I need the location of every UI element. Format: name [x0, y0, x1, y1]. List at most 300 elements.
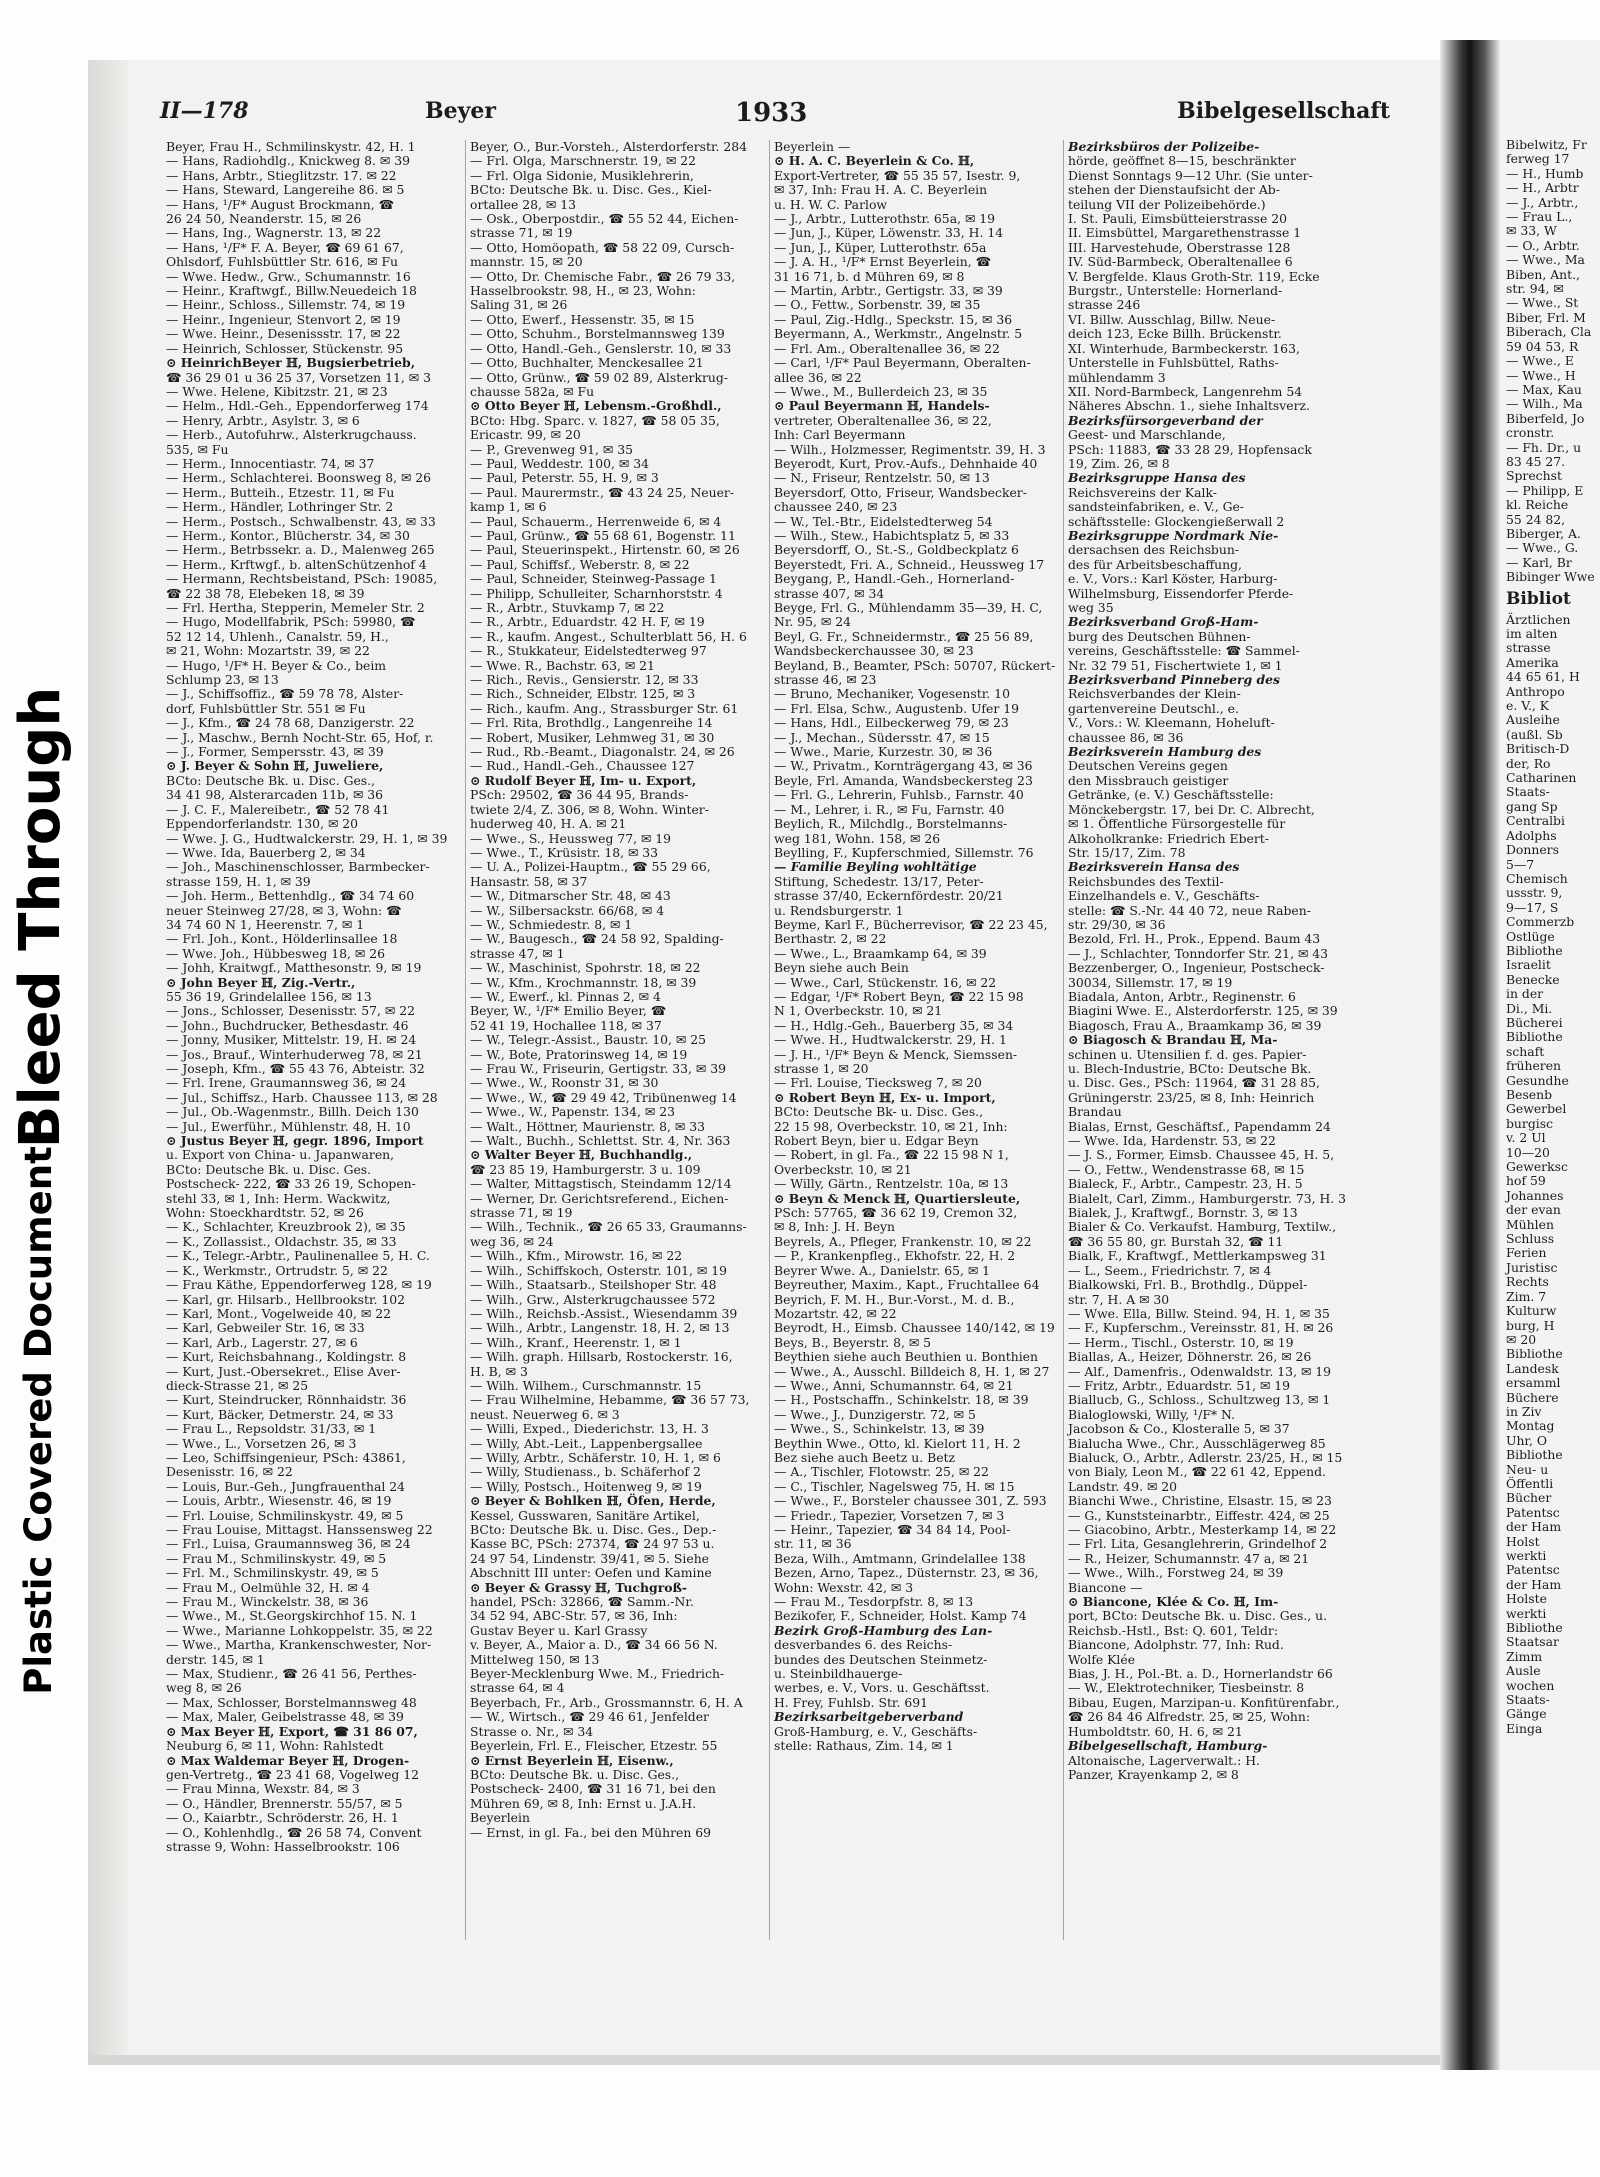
directory-entry: port, BCto: Deutsche Bk. u. Disc. Ges., u. — [1068, 1608, 1328, 1624]
facing-page-line: Montag — [1506, 1418, 1555, 1434]
directory-entry: Nr. 95, ✉ 24 — [774, 614, 852, 630]
facing-page-line: — Wilh., Ma — [1506, 396, 1583, 412]
directory-entry: Ericastr. 99, ✉ 20 — [470, 427, 581, 443]
directory-entry: teilung VII der Polizeibehörde.) — [1068, 196, 1266, 212]
directory-entry: — Frl. Rita, Brothdlg., Langenreihe 14 — [470, 715, 713, 731]
facing-page-line: e. V., K — [1506, 698, 1550, 714]
directory-entry: — N., Friseur, Rentzelstr. 50, ✉ 13 — [774, 470, 990, 486]
directory-entry: Bezirksverein Hansa des — [1068, 859, 1240, 875]
directory-entry: strasse 37/40, Eckernfördestr. 20/21 — [774, 888, 1004, 904]
facing-page-line: Mühlen — [1506, 1216, 1554, 1232]
directory-entry: — Jul., Ob.-Wagenmstr., Billh. Deich 130 — [166, 1104, 419, 1120]
directory-entry: N 1, Overbeckstr. 10, ✉ 21 — [774, 1003, 943, 1019]
directory-entry: — J. H., ¹/F* Beyn & Menck, Siemssen- — [774, 1046, 1018, 1062]
directory-entry: — J., Kfm., ☎ 24 78 68, Danzigerstr. 22 — [166, 715, 415, 731]
directory-entry: — O., Kaiarbtr., Schröderstr. 26, H. 1 — [166, 1810, 399, 1826]
directory-entry: — J., Former, Sempersstr. 43, ✉ 39 — [166, 744, 384, 760]
facing-page-line: Bibinger Wwe — [1506, 569, 1595, 585]
facing-page-line: Gesundhe — [1506, 1072, 1569, 1088]
directory-entry: u. H. W. C. Parlow — [774, 196, 888, 212]
directory-entry: — Wilh., Technik., ☎ 26 65 33, Graumanns- — [470, 1219, 747, 1235]
directory-entry: — Frau M., Winckelstr. 38, ✉ 36 — [166, 1594, 369, 1610]
directory-entry: BCto: Hbg. Sparc. v. 1827, ☎ 58 05 35, — [470, 412, 720, 428]
directory-entry: — Herm., Kontor., Blücherstr. 34, ✉ 30 — [166, 527, 410, 543]
directory-column-4 — [1068, 140, 1368, 1940]
directory-entry: — Heinr., Kraftwgf., Billw.Neuedeich 18 — [166, 283, 417, 299]
directory-entry: — W., Schmiedestr. 8, ✉ 1 — [470, 916, 633, 932]
facing-page-line: Bibliothe — [1506, 942, 1563, 958]
directory-entry: — Karl, gr. Hilsarb., Hellbrookstr. 102 — [166, 1291, 406, 1307]
directory-entry: — H., Postschaffn., Schinkelstr. 18, ✉ 39 — [774, 1392, 1029, 1408]
directory-entry: — Wwe., F., Borsteler chaussee 301, Z. 593 — [774, 1493, 1047, 1509]
directory-entry: — R., Arbtr., Eduardstr. 42 H. F, ✉ 19 — [470, 614, 705, 630]
directory-entry: Panzer, Krayenkamp 2, ✉ 8 — [1068, 1766, 1239, 1782]
directory-entry: Beyerbach, Fr., Arb., Grossmannstr. 6, H. A — [470, 1694, 743, 1710]
directory-entry: — Wwe., A., Ausschl. Billdeich 8, H. 1, ✉ 27 — [774, 1363, 1050, 1379]
directory-entry: — Paul, Grünw., ☎ 55 68 61, Bogenstr. 11 — [470, 527, 736, 543]
facing-page-line: wochen — [1506, 1677, 1555, 1693]
facing-page-line: in Ziv — [1506, 1403, 1542, 1419]
facing-page-line: Biber, Frl. M — [1506, 309, 1586, 325]
directory-entry: Groß-Hamburg, e. V., Geschäfts- — [774, 1723, 978, 1739]
directory-entry: — Wwe. Ella, Billw. Steind. 94, H. 1, ✉ 35 — [1068, 1305, 1330, 1321]
directory-entry: V. Bergfelde. Klaus Groth-Str. 119, Ecke — [1068, 268, 1320, 284]
directory-entry: Hasselbrookstr. 98, H., ✉ 23, Wohn: — [470, 283, 696, 299]
directory-entry: — Frl. Louise, Tiecksweg 7, ✉ 20 — [774, 1075, 982, 1091]
directory-entry: — Rich., Revis., Gensierstr. 12, ✉ 33 — [470, 672, 699, 688]
directory-entry: — Fritz, Arbtr., Eduardstr. 51, ✉ 19 — [1068, 1377, 1291, 1393]
directory-entry: Grüningerstr. 23/25, ✉ 8, Inh: Heinrich — [1068, 1089, 1315, 1105]
directory-entry: ⊙ Beyn & Menck ℍ, Quartiersleute, — [774, 1190, 1021, 1206]
directory-entry: strasse 71, ✉ 19 — [470, 225, 573, 241]
directory-entry: — W., Bote, Pratorinsweg 14, ✉ 19 — [470, 1046, 688, 1062]
directory-entry: — Wwe., M., St.Georgskirchhof 15. N. 1 — [166, 1608, 418, 1624]
facing-page-line: Anthropo — [1506, 683, 1565, 699]
facing-page-line: v. 2 Ul — [1506, 1130, 1546, 1146]
facing-page-line: Zim. 7 — [1506, 1288, 1547, 1304]
directory-entry: — Henry, Arbtr., Asylstr. 3, ✉ 6 — [166, 412, 360, 428]
bleed-through-label: Bleed Through — [8, 686, 74, 1149]
directory-entry: — Paul, Schiffsf., Weberstr. 8, ✉ 22 — [470, 556, 690, 572]
facing-page-line: — Frau L., — [1506, 209, 1573, 225]
directory-entry: werbes, e. V., Vors. u. Geschäftsst. — [774, 1680, 990, 1696]
directory-entry: — Wwe., Carl, Stückenstr. 16, ✉ 22 — [774, 974, 997, 990]
directory-entry: — O., Fettw., Sorbenstr. 39, ✉ 35 — [774, 297, 981, 313]
directory-entry: — Otto, Schuhm., Borstelmannsweg 139 — [470, 326, 725, 342]
facing-page-line: Zimm — [1506, 1648, 1543, 1664]
directory-entry: Beylling, F., Kupferschmied, Sillemstr. 76 — [774, 844, 1034, 860]
directory-entry: strasse 1, ✉ 20 — [774, 1061, 869, 1076]
directory-entry: Beyerstedt, Fri. A., Schneid., Heussweg 17 — [774, 556, 1045, 572]
directory-entry: Berthastr. 2, ✉ 22 — [774, 931, 887, 947]
directory-entry: Bezirksbüros der Polizeibe- — [1068, 139, 1260, 154]
directory-entry: neust. Neuerweg 6. ✉ 3 — [470, 1406, 620, 1422]
directory-entry: Biagosch, Frau A., Braamkamp 36, ✉ 39 — [1068, 1017, 1322, 1033]
directory-entry: — Heinr., Tapezier, ☎ 34 84 14, Pool- — [774, 1522, 1011, 1537]
directory-entry: — Wwe., M., Bullerdeich 23, ✉ 35 — [774, 383, 988, 399]
directory-entry: — Bruno, Mechaniker, Vogesenstr. 10 — [774, 686, 1010, 702]
facing-page-line: der Ham — [1506, 1576, 1562, 1592]
directory-entry: — U. A., Polizei-Hauptm., ☎ 55 29 66, — [470, 859, 711, 875]
facing-page-line: Neu- u — [1506, 1461, 1549, 1477]
directory-entry: Bialoglowski, Willy, ¹/F* N. — [1068, 1406, 1236, 1422]
directory-entry: weg 8, ✉ 26 — [166, 1680, 242, 1696]
directory-entry: Overbeckstr. 10, ✉ 21 — [774, 1161, 912, 1177]
directory-entry: ☎ 22 38 78, Elebeken 18, ✉ 39 — [166, 585, 365, 601]
facing-page-line: Bibliothe — [1506, 1447, 1563, 1463]
directory-entry: BCto: Deutsche Bk. u. Disc. Ges., Dep.- — [470, 1522, 717, 1537]
directory-entry: Beyersdorff, O., St.-S., Goldbeckplatz 6 — [774, 542, 1019, 558]
directory-entry: Bialelt, Carl, Zimm., Hamburgerstr. 73, H. 3 — [1068, 1190, 1347, 1206]
directory-entry: — Paul. Maurermstr., ☎ 43 24 25, Neuer- — [470, 484, 735, 500]
directory-entry: — Heinr., Schloss., Sillemstr. 74, ✉ 19 — [166, 297, 406, 313]
directory-entry: — Wwe., Anni, Schumannstr. 64, ✉ 21 — [774, 1377, 1014, 1393]
directory-entry: PSch: 57765, ☎ 36 62 19, Cremon 32, — [774, 1205, 1018, 1221]
directory-entry: u. Rendsburgerstr. 1 — [774, 902, 904, 918]
directory-entry: stelle: Rathaus, Zim. 14, ✉ 1 — [774, 1738, 954, 1754]
directory-entry: e. V., Vors.: Karl Köster, Harburg- — [1068, 571, 1278, 587]
directory-entry: IV. Süd-Barmbeck, Oberaltenallee 6 — [1068, 254, 1293, 270]
directory-entry: ☎ 36 29 01 u 36 25 37, Vorsetzen 11, ✉ 3 — [166, 369, 431, 385]
directory-entry: 34 74 60 N 1, Heerenstr. 7, ✉ 1 — [166, 916, 365, 932]
directory-entry: ⊙ Max Beyer ℍ, Export, ☎ 31 86 07, — [166, 1723, 418, 1739]
directory-entry: Bialas, Ernst, Geschäftsf., Papendamm 24 — [1068, 1118, 1331, 1134]
directory-entry: — Werner, Dr. Gerichtsreferend., Eichen- — [470, 1190, 729, 1206]
facing-page-line: in der — [1506, 986, 1544, 1002]
directory-entry: — W., Tel.-Btr., Eidelstedterweg 54 — [774, 513, 993, 529]
directory-entry: — Paul, Steuerinspekt., Hirtenstr. 60, ✉ 26 — [470, 542, 740, 558]
column-divider — [465, 140, 466, 1940]
directory-entry: Biancone — — [1068, 1579, 1143, 1595]
facing-page-line: Patentsc — [1506, 1504, 1560, 1520]
directory-entry: — Wilh., Arbtr., Langenstr. 18, H. 2, ✉ 13 — [470, 1320, 730, 1336]
directory-entry: — Wwe. Helene, Kibitzstr. 21, ✉ 23 — [166, 383, 388, 399]
directory-entry: ⊙ Otto Beyer ℍ, Lebensm.-Großhdl., — [470, 398, 722, 414]
directory-entry: Wandsbeckerchaussee 30, ✉ 23 — [774, 643, 974, 659]
directory-entry: Wohn: Stoeckhardtstr. 52, ✉ 26 — [166, 1205, 364, 1221]
directory-entry: gartenvereine Deutschl., e. — [1068, 700, 1239, 716]
directory-entry: — Familie Beyling wohltätige — [774, 859, 977, 875]
directory-entry: Beyer, W., ¹/F* Emilio Beyer, ☎ — [470, 1003, 667, 1019]
page-header — [160, 98, 1390, 128]
directory-entry: mannstr. 15, ✉ 20 — [470, 254, 583, 270]
directory-entry: den Missbrauch geistiger — [1068, 772, 1229, 788]
directory-entry: — Jonny, Musiker, Mittelstr. 19, H. ✉ 24 — [166, 1032, 417, 1048]
directory-entry: des für Arbeitsbeschaffung, — [1068, 556, 1242, 572]
directory-entry: 30034, Sillemstr. 17, ✉ 19 — [1068, 974, 1233, 990]
directory-entry: — R., Heizer, Schumannstr. 47 a, ✉ 21 — [1068, 1550, 1310, 1566]
directory-entry: str. 7, H. A ✉ 30 — [1068, 1291, 1170, 1307]
facing-page-line: 59 04 53, R — [1506, 338, 1579, 354]
directory-entry: I. St. Pauli, Eimsbütteierstrasse 20 — [1068, 211, 1288, 227]
directory-entry: — O., Händler, Brennerstr. 55/57, ✉ 5 — [166, 1795, 403, 1811]
directory-entry: Bialk, F., Kraftwgf., Mettlerkampsweg 31 — [1068, 1248, 1327, 1264]
directory-entry: — Hans, ¹/F* F. A. Beyer, ☎ 69 61 67, — [166, 239, 404, 255]
facing-page-line: Biberach, Cla — [1506, 324, 1592, 340]
directory-entry: Beyerlein, Frl. E., Fleischer, Etzestr. 55 — [470, 1738, 718, 1754]
directory-entry: Beyermann, A., Werkmstr., Angelnstr. 5 — [774, 326, 1023, 342]
directory-entry: — W., Maschinist, Spohrstr. 18, ✉ 22 — [470, 960, 701, 976]
directory-entry: Unterstelle in Fuhlsbüttel, Raths- — [1068, 355, 1279, 371]
facing-page-line: 5—7 — [1506, 856, 1535, 872]
facing-page-entries-a — [1500, 138, 1600, 585]
facing-page-line: — Wwe., St — [1506, 295, 1579, 311]
directory-entry: Näheres Abschn. 1., siehe Inhaltsverz. — [1068, 398, 1310, 414]
facing-page-line: Landesk — [1506, 1360, 1559, 1376]
directory-entry: — Frl. Irene, Graumannsweg 36, ✉ 24 — [166, 1075, 407, 1091]
facing-page-line: Gänge — [1506, 1706, 1547, 1722]
directory-entry: — Paul, Zig.-Hdlg., Speckstr. 15, ✉ 36 — [774, 311, 1013, 327]
directory-entry: ⊙ Robert Beyn ℍ, Ex- u. Import, — [774, 1089, 996, 1105]
directory-entry: ✉ 8, Inh: J. H. Beyn — [774, 1219, 896, 1235]
directory-entry: H. Frey, Fuhlsb. Str. 691 — [774, 1694, 929, 1710]
directory-entry: — Wwe., Wilh., Forstweg 24, ✉ 39 — [1068, 1565, 1284, 1581]
directory-entry: — Wwe., Martha, Krankenschwester, Nor- — [166, 1637, 432, 1653]
directory-entry: handel, PSch: 32866, ☎ Samm.-Nr. — [470, 1594, 694, 1610]
directory-entry: Reichsb.-Hstl., Bst: Q. 601, Teldr: — [1068, 1622, 1279, 1638]
facing-page-line: Catharinen — [1506, 770, 1577, 786]
directory-entry: Wohn: Wexstr. 42, ✉ 3 — [774, 1579, 914, 1595]
directory-entry: — Frl. Olga Sidonie, Musiklehrerin, — [470, 167, 694, 183]
facing-page-line: 55 24 82, — [1506, 511, 1566, 527]
directory-entry: 26 24 50, Neanderstr. 15, ✉ 26 — [166, 211, 362, 227]
facing-page-line: Ausleihe — [1506, 712, 1560, 728]
directory-entry: Beyer-Mecklenburg Wwe. M., Friedrich- — [470, 1666, 725, 1682]
facing-page-line: hof 59 — [1506, 1173, 1546, 1189]
directory-entry: vereins, Geschäftsstelle: ☎ Sammel- — [1068, 643, 1300, 659]
directory-entry: — Jul., Ewerführ., Mühlenstr. 48, H. 10 — [166, 1118, 411, 1134]
directory-entry: — G., Kunststeinarbtr., Eiffestr. 424, ✉ 25 — [1068, 1507, 1330, 1523]
directory-entry: Bezirksverband Groß-Ham- — [1068, 614, 1259, 630]
directory-entry: u. Blech-Industrie, BCto: Deutsche Bk. — [1068, 1061, 1312, 1076]
directory-entry: — Wwe. Ida, Bauerberg 2, ✉ 34 — [166, 844, 366, 860]
directory-entry: — Martin, Arbtr., Gertigstr. 33, ✉ 39 — [774, 283, 1003, 299]
directory-entry: — P., Krankenpfleg., Ekhofstr. 22, H. 2 — [774, 1248, 1016, 1264]
facing-page-line: Staats- — [1506, 784, 1550, 800]
facing-page-line: Adolphs — [1506, 827, 1557, 843]
facing-page-line: der, Ro — [1506, 755, 1551, 771]
directory-entry: H. B, ✉ 3 — [470, 1363, 528, 1379]
facing-page-line: Amerika — [1506, 654, 1559, 670]
directory-entry: — Hugo, Modellfabrik, PSch: 59980, ☎ — [166, 614, 416, 630]
directory-entry: strasse 407, ✉ 34 — [774, 585, 885, 601]
directory-entry: Dienst Sonntags 9—12 Uhr. (Sie unter- — [1068, 167, 1313, 183]
directory-entry: — Hans, Radiohdlg., Knickweg 8. ✉ 39 — [166, 153, 411, 169]
facing-page-line: Kulturw — [1506, 1303, 1557, 1319]
directory-entry: BCto: Deutsche Bk. u. Disc. Ges., — [470, 1766, 680, 1782]
directory-entry: — Frl. Olga, Marschnerstr. 19, ✉ 22 — [470, 153, 697, 169]
facing-page-line: Bibliothe — [1506, 1346, 1563, 1362]
directory-entry: — Frl. Hertha, Stepperin, Memeler Str. 2 — [166, 600, 425, 615]
directory-entry: — Otto, Handl.-Geh., Genslerstr. 10, ✉ 33 — [470, 340, 732, 356]
directory-entry: — Frau Minna, Wexstr. 84, ✉ 3 — [166, 1781, 360, 1797]
directory-entry: u. Disc. Ges., PSch: 11964, ☎ 31 28 85, — [1068, 1075, 1320, 1091]
facing-page-line: ussstr. 9, — [1506, 885, 1563, 901]
directory-entry: III. Harvestehude, Oberstrasse 128 — [1068, 239, 1291, 255]
directory-entry: Bezzenberger, O., Ingenieur, Postscheck- — [1068, 960, 1325, 976]
directory-entry: huderweg 40, H. A. ✉ 21 — [470, 816, 627, 832]
directory-entry: — Carl, ¹/F* Paul Beyermann, Oberalten- — [774, 355, 1031, 371]
directory-entry: — Jul., Schiffsz., Harb. Chaussee 113, ✉ 28 — [166, 1089, 438, 1105]
directory-entry: — Willi, Exped., Diederichstr. 13, H. 3 — [470, 1421, 709, 1437]
facing-page-line: — Philipp, E — [1506, 482, 1584, 498]
directory-entry: Biagini Wwe. E., Alsterdorferstr. 125, ✉ 39 — [1068, 1003, 1338, 1019]
directory-entry: ☎ 26 84 46 Alfredstr. 25, ✉ 25, Wohn: — [1068, 1709, 1311, 1725]
directory-entry: — M., Lehrer, i. R., ✉ Fu, Farnstr. 40 — [774, 801, 1005, 817]
directory-entry: — Wwe. Heinr., Desenissstr. 17, ✉ 22 — [166, 326, 401, 342]
directory-entry: — Willy, Gärtn., Rentzelstr. 10a, ✉ 13 — [774, 1176, 1009, 1192]
directory-entry: Beyerlein — [470, 1810, 530, 1826]
directory-entry: Mönckebergstr. 17, bei Dr. C. Albrecht, — [1068, 801, 1315, 817]
directory-entry: Beyrodt, H., Eimsb. Chaussee 140/142, ✉ 19 — [774, 1320, 1055, 1336]
facing-page-line: Bibliothe — [1506, 1029, 1563, 1045]
directory-entry: allee 36, ✉ 22 — [774, 369, 862, 385]
directory-entry: — Paul, Peterstr. 55, H. 9, ✉ 3 — [470, 470, 659, 486]
directory-entry: — Herm., Innocentiastr. 74, ✉ 37 — [166, 455, 375, 471]
directory-entry: strasse 159, H. 1, ✉ 39 — [166, 873, 311, 889]
directory-entry: XII. Nord-Barmbeck, Langenrehm 54 — [1068, 383, 1303, 399]
directory-entry: — W., Privatm., Kornträgergang 43, ✉ 36 — [774, 758, 1033, 774]
directory-entry: — C., Tischler, Nagelsweg 75, H. ✉ 15 — [774, 1478, 1015, 1494]
directory-entry: — Rud., Rb.-Beamt., Diagonalstr. 24, ✉ 26 — [470, 744, 735, 760]
directory-entry: Inh: Carl Beyermann — [774, 427, 906, 443]
directory-entry: — Wwe., T., Krüsistr. 18, ✉ 33 — [470, 844, 659, 860]
directory-entry: — Willy, Postsch., Hoitenweg 9, ✉ 19 — [470, 1478, 702, 1494]
facing-page-line: Juristisc — [1506, 1259, 1558, 1275]
directory-entry: VI. Billw. Ausschlag, Billw. Neue- — [1068, 311, 1276, 327]
directory-entry: Getränke, (e. V.) Geschäftsstelle: — [1068, 787, 1274, 803]
directory-entry: — F., Kupferschm., Vereinsstr. 81, H. ✉ 26 — [1068, 1320, 1334, 1336]
directory-entry: Beyrer Wwe. A., Danielstr. 65, ✉ 1 — [774, 1262, 991, 1278]
facing-page-line: kl. Reiche — [1506, 497, 1569, 513]
facing-page-line: Bücherei — [1506, 1014, 1563, 1030]
directory-entry: — Wwe., L., Braamkamp 64, ✉ 39 — [774, 945, 987, 961]
directory-column-3 — [774, 140, 1064, 1940]
directory-entry: ortallee 28, ✉ 13 — [470, 196, 577, 212]
directory-entry: Bianchi Wwe., Christine, Elsastr. 15, ✉ 23 — [1068, 1493, 1332, 1509]
directory-entry: Bibau, Eugen, Marzipan-u. Konfitürenfabr., — [1068, 1694, 1340, 1710]
directory-entry: — W., Silbersackstr. 66/68, ✉ 4 — [470, 902, 665, 918]
directory-entry: — Robert, in gl. Fa., ☎ 22 15 98 N 1, — [774, 1147, 1009, 1163]
directory-entry: vertreter, Oberaltenallee 36, ✉ 22, — [774, 412, 992, 428]
directory-entry: — Frl. Elsa, Schw., Augustenb. Ufer 19 — [774, 700, 1019, 716]
directory-entry: — Frl. Louise, Schmilinskystr. 49, ✉ 5 — [166, 1507, 404, 1523]
directory-entry: — Frl. Lita, Gesanglehrerin, Grindelhof 2 — [1068, 1536, 1328, 1552]
directory-entry: — Osk., Oberpostdir., ☎ 55 52 44, Eichen- — [470, 211, 739, 227]
directory-entry: ⊙ Justus Beyer ℍ, gegr. 1896, Import — [166, 1133, 424, 1149]
directory-entry: — Karl, Gebweiler Str. 16, ✉ 33 — [166, 1320, 365, 1336]
directory-entry: str. 11, ✉ 36 — [774, 1536, 852, 1552]
facing-page-line: Staats- — [1506, 1692, 1550, 1708]
directory-entry: — Heinrich, Schlosser, Stückenstr. 95 — [166, 340, 404, 356]
directory-entry: — R., kaufm. Angest., Schulterblatt 56, H. 6 — [470, 628, 747, 644]
page-edge-shadow — [88, 60, 128, 2055]
header-right-keyword: Bibelgesellschaft — [1177, 98, 1390, 124]
directory-entry: — Otto, Dr. Chemische Fabr., ☎ 26 79 33, — [470, 268, 736, 284]
directory-entry: — Kurt, Bäcker, Detmerstr. 24, ✉ 33 — [166, 1406, 394, 1422]
directory-entry: — Kurt, Just.-Obersekret., Elise Aver- — [166, 1363, 401, 1379]
facing-page-line: Holste — [1506, 1591, 1547, 1607]
directory-entry: Bezen, Arno, Tapez., Düsternstr. 23, ✉ 36, — [774, 1565, 1039, 1581]
page-number: II—178 — [160, 98, 249, 124]
directory-entry: — J., Schiffsoffiz., ☎ 59 78 78, Alster- — [166, 686, 404, 702]
directory-entry: — Jun, J., Küper, Löwenstr. 33, H. 14 — [774, 225, 1004, 241]
directory-entry: Mühren 69, ✉ 8, Inh: Ernst u. J.A.H. — [470, 1795, 697, 1811]
directory-entry: str. 29/30, ✉ 36 — [1068, 916, 1166, 932]
facing-page-line: str. 94, ✉ — [1506, 281, 1564, 297]
facing-page-line: Ostlüge — [1506, 928, 1555, 944]
directory-entry: — Wilh., Stew., Habichtsplatz 5, ✉ 33 — [774, 527, 1010, 543]
directory-entry: — Willy, Abt.-Leit., Lappenbergsallee — [470, 1435, 703, 1451]
column-divider — [1063, 140, 1064, 1940]
directory-entry: — Frau Käthe, Eppendorferweg 128, ✉ 19 — [166, 1277, 432, 1293]
directory-entry: BCto: Deutsche Bk. u. Disc. Ges., Kiel- — [470, 182, 712, 198]
directory-entry: — Jons., Schlosser, Desenisstr. 57, ✉ 22 — [166, 1003, 415, 1019]
directory-entry: Beyge, Frl. G., Mühlendamm 35—39, H. C, — [774, 600, 1043, 615]
facing-page-line: Johannes — [1506, 1187, 1564, 1203]
directory-entry: — P., Grevenweg 91, ✉ 35 — [470, 441, 633, 457]
directory-entry: — L., Seem., Friedrichstr. 7, ✉ 4 — [1068, 1262, 1272, 1278]
facing-page-line: ✉ 20 — [1506, 1331, 1537, 1347]
directory-entry: ✉ 37, Inh: Frau H. A. C. Beyerlein — [774, 182, 988, 198]
directory-entry: Neuburg 6, ✉ 11, Wohn: Rahlstedt — [166, 1738, 384, 1754]
directory-entry: — W., Ewerf., kl. Pinnas 2, ✉ 4 — [470, 988, 661, 1004]
directory-entry: — Hans, Arbtr., Stieglitzstr. 17. ✉ 22 — [166, 167, 397, 183]
directory-entry: schäftsstelle: Glockengießerwall 2 — [1068, 513, 1285, 529]
directory-entry: 34 41 98, Alsterarcaden 11b, ✉ 36 — [166, 787, 384, 803]
directory-entry: — Robert, Musiker, Lehmweg 31, ✉ 30 — [470, 729, 715, 745]
facing-page-line: Sprechst — [1506, 468, 1562, 484]
directory-entry: Desenisstr. 16, ✉ 22 — [166, 1464, 293, 1480]
directory-entry: Nr. 32 79 51, Fischertwiete 1, ✉ 1 — [1068, 657, 1283, 673]
directory-entry: — Wwe., J., Dunzigerstr. 72, ✉ 5 — [774, 1406, 976, 1422]
directory-entry: — Wwe., Marie, Kurzestr. 30, ✉ 36 — [774, 744, 993, 760]
directory-entry: — Wwe. Joh., Hübbesweg 18, ✉ 26 — [166, 945, 385, 961]
facing-page-line: Büchere — [1506, 1389, 1559, 1405]
directory-entry: strasse 46, ✉ 23 — [774, 672, 877, 688]
directory-entry: — Wilh., Kranf., Heerenstr. 1, ✉ 1 — [470, 1334, 682, 1350]
directory-entry: 535, ✉ Fu — [166, 441, 229, 457]
side-label-bleed — [0, 686, 74, 1149]
directory-entry: Bialucha Wwe., Chr., Ausschlägerweg 85 — [1068, 1435, 1326, 1451]
directory-entry: — Herm., Betrbssekr. a. D., Malenweg 265 — [166, 542, 435, 558]
header-year: 1933 — [735, 98, 808, 128]
facing-page-line: Di., Mi. — [1506, 1000, 1553, 1016]
directory-entry: Eppendorferlandstr. 130, ✉ 20 — [166, 816, 359, 832]
directory-entry: — W., Elektrotechniker, Tiesbeinstr. 8 — [1068, 1680, 1305, 1696]
directory-entry: — K., Zollassist., Oldachstr. 35, ✉ 33 — [166, 1233, 397, 1249]
directory-entry: — Wwe., S., Heussweg 77, ✉ 19 — [470, 830, 672, 846]
directory-entry: sandsteinfabriken, e. V., Ge- — [1068, 499, 1244, 515]
directory-entry: — Willy, Studienass., b. Schäferhof 2 — [470, 1464, 701, 1480]
facing-page-line: schaft — [1506, 1043, 1545, 1059]
directory-entry: — Wilh., Schiffskoch, Osterstr. 101, ✉ 19 — [470, 1262, 728, 1278]
directory-entry: strasse 64, ✉ 4 — [470, 1680, 565, 1696]
directory-entry: — Frau M., Schmilinskystr. 49, ✉ 5 — [166, 1550, 387, 1566]
directory-entry: — Giacobino, Arbtr., Mesterkamp 14, ✉ 22 — [1068, 1522, 1337, 1537]
directory-entry: Beylich, R., Milchdlg., Borstelmanns- — [774, 816, 1008, 832]
facing-page-line: Schluss — [1506, 1231, 1555, 1247]
directory-entry: — Frl. Joh., Kont., Hölderlinsallee 18 — [166, 931, 398, 947]
directory-entry: BCto: Deutsche Bk. u. Disc. Ges. — [166, 1161, 372, 1177]
directory-entry: Beyreuther, Maxim., Kapt., Fruchtallee 64 — [774, 1277, 1040, 1293]
directory-entry: Bezirk Groß-Hamburg des Lan- — [774, 1622, 993, 1638]
directory-entry: Bezirksarbeitgeberverband — [774, 1709, 964, 1725]
directory-entry: — Otto, Ewerf., Hessenstr. 35, ✉ 15 — [470, 311, 695, 327]
facing-page-line: 83 45 27. — [1506, 453, 1566, 469]
directory-entry: Bialer & Co. Verkaufst. Hamburg, Textilw., — [1068, 1219, 1337, 1235]
facing-page-line: — H., Arbtr — [1506, 180, 1579, 196]
